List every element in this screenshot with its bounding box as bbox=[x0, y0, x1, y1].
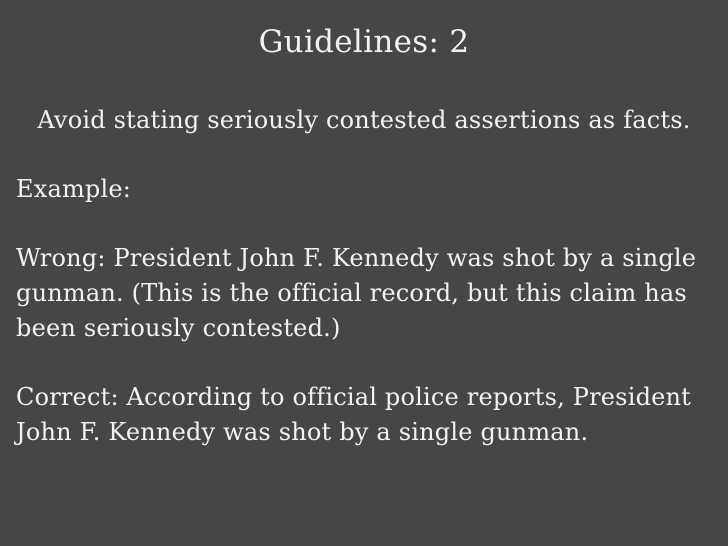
wrong-example-line-3: been seriously contested.) bbox=[16, 314, 341, 342]
slide-title: Guidelines: 2 bbox=[258, 24, 470, 60]
correct-example-line-1: Correct: According to official police reports, President bbox=[16, 383, 692, 411]
example-label: Example: bbox=[16, 175, 132, 203]
slide-subtitle: Avoid stating seriously contested assertions as facts. bbox=[37, 106, 691, 134]
wrong-example-line-2: gunman. (This is the official record, but this claim has bbox=[16, 279, 687, 307]
wrong-example-line-1: Wrong: President John F. Kennedy was shot by a single bbox=[16, 244, 697, 272]
correct-example-line-2: John F. Kennedy was shot by a single gunman. bbox=[16, 418, 589, 446]
